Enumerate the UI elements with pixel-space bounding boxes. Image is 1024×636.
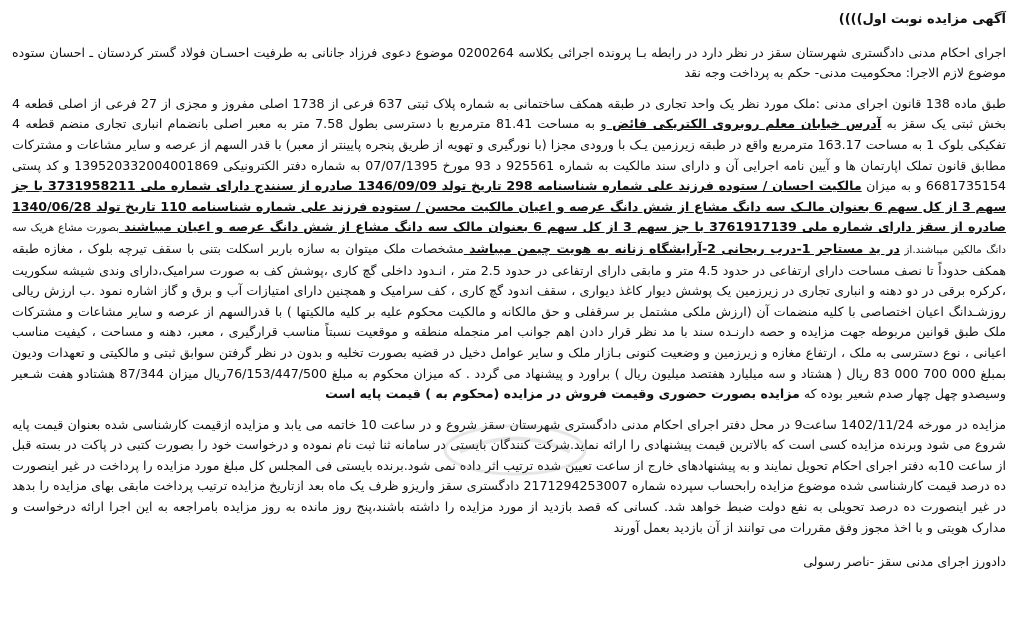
- property-description: [12, 94, 1006, 405]
- property-address: آدرس خیابان معلم روبروی الکتریکی فائض: [606, 116, 882, 132]
- watermark-logo-icon: [440, 420, 590, 480]
- property-text-3: مشخصات ملک میتوان به سازه باربر اسکلت بتنی با سقف تیرچه بلوک ، مغازه طبقه همکف حدوداً تا نصف مساحت دارای ارتفاعی در حدود 4.5 متر و مابقی دارای ارتفاعی در حدود 2.5 متر ، انـدود داخلی گچ کاری ،پوشش کف به صورت سرامیک،دارای وندی شیشه سکوریت ،کرکره برقی در دو دهنه و انباری تجاری در زیرزمین یک پوشش دیوار کاغذ دیواری ، سقف اندود گچ کاری ، کف سرامیک و همچنین دارای امتیازات آب و برق و گاز اشاره نمود .ب ارزش ریالی روزشـدانگ اعیان اختصاصی با کلیه منضمات آن (ارزش ملکی مشتمل بر سرقفلی و حق مالکانه و مالکیت محکوم علیه بر کلیه مالکیتها ) با قدرالسهم از عرصه و سایر مشاعات و مشترکات ملک طبق قوانین مربوطه جهت مزایده و حصه دارنـده سند با مد نظر قرار دادن اهم جوانب امر منجمله منطقه و موقعیت نسبتاً مناسب قرارگیری ، معبر، دهنه و مساحت ، کیفیت مناسب اعیانی ، نوع دسترسی به ملک ، ارتفاع مغازه و زیرزمین و وضعیت کنونی بـازار ملک و سایر عوامل دخیل در قضیه بصورت تخلیه و بدون در نظر گرفتن سوابق ثبتی و مالکیتی و تعهدات ودیون بمبلغ 000 700 000 83 ریال ( هشتاد و سه میلیارد هفتصد میلیون ریال ) براورد و پیشنهاد می گردد . که میزان محکوم به مبلغ 76/153/447/500ریال میزان 87/344 هشتادو هفت شـعیر وسیصدو چهل چهار صدم شعیر بوده که: [12, 240, 1007, 402]
- base-price-note: مزایده بصورت حضوری وقیمت فروش در مزایده (محکوم به ) قیمت پایه است: [325, 386, 800, 402]
- ownership-note: بصورت مشاع هریک سه دانگ مالکین میباشند.از: [12, 222, 1007, 256]
- property-text-1: طبق ماده 138 قانون اجرای مدنی :ملک مورد نظر یک واحد تجاری در طبقه همکف ساختمانی به شماره پلاک ثبتی 637 فرعی از 1738 اصلی مفروز و مجزی از 27 فرعی از اصلی قطعه 4 بخش ثبتی یک سقز به: [12, 95, 1006, 132]
- property-text-2: و به مساحت 81.41 مترمربع با دسترسی بطول 7.58 متر به معبر اصلی بانضمام انباری تجاری منضم قطعه 4 تفکیکی بلوک 1 به مساحت 163.17 مترمربع واقع در طبقه زیرزمین یـک با ورودی مجزا (با نورگیری و تهویه از طریق پنجره پایینتر از معبر) با قدر السهم از عرصه و سایر مشاعات و مشترکات مطابق قانون تملک اپارتمان ها و آیین نامه اجرایی آن و دارای سند مالکیت به شماره 925561 د 93 مورخ 07/07/1395 به شماره دفتر الکترونیکی 139520332004001869 و کد پستی 6681735154 و به میزان: [12, 116, 1007, 194]
- auction-paragraph: مزایده در مورخه 1402/11/24 ساعت9 در محل دفتر اجرای احکام مدنی دادگستری شهرستان سقز شروع و در ساعت 10 خاتمه می یابد و مزایده ازقیمت کارشناسی شده بعنوان قیمت پایه شروع می شود وبرنده مزایده کسی است که بالاترین قیمت پیشنهادی را ارائه نماید.شرکت کنندگان بایستی در سامانه ثنا ثبت نام نموده و درخواست خود را بصورت کتبی در پاکت در بسته قبل از ساعت 10به دفتر اجرای احکام تحویل نمایند و به پیشنهادهای خارج از ساعت تعیین شده ترتیب اثر داده نمی شود.برنده بایستی فی المجلس کل مبلغ مورد مزایده را پرداخت در غیر اینصورت ده درصد قیمت کارشناسی شده موضوع مزایده رابحساب سپرده شماره 2171294253007 دادگستری سقز واریزو ظرف یک ماه بعد ازتاریخ مزایده ترتیب پرداخت مابقی بهای مزایده را بدهد در غیر اینصورت ده درصد تحویلی به نفع دولت ضبط خواهد شد. کسانی که قصد بازدید از مورد مزایده را داشته باشند،پنج روز مانده به روز مزایده بامراجعه به این اجرا ارائه درخواست و مدارک هویتی و با اخذ مجوز وفق مقررات می توانند از آن بازدید بعمل آورند: [12, 416, 1007, 535]
- signature: دادورز اجرای مدنی سقز -ناصر رسولی: [803, 554, 1006, 570]
- notice-heading: آگهی مزایده نوبت اول)))): [838, 12, 1006, 27]
- intro-paragraph: اجرای احکام مدنی دادگستری شهرستان سقز در نظر دارد در رابطه بـا پرونده اجرائی بکلاسه 0200264 موضوع دعوی فرزاد جانانی به طرفیت احسـان فولاد گستر کردستان ـ احسان ستوده موضوع لازم الاجرا: محکومیت مدنی- حکم به پرداخت وجه نقد: [12, 44, 1006, 81]
- owners-info: مالکیت احسان / ستوده فرزند علی شماره شناسنامه 298 تاریخ تولد 1346/09/09 صادره از سنندج دارای شماره ملی 3731958211 با جز سهم 3 از کل سهم 6 بعنوان مالـک سه دانگ مشاع از شش دانگ عرصه و اعیان مالکیت محسن / ستوده فرزند علی شماره شناسنامه 110 تاریخ تولد 1340/06/28 صادره از سقز دارای شماره ملی 3761917139 با جز سهم 3 از کل سهم 6 بعنوان مالک سه دانگ مشاع از شش دانگ عرصه و اعیان میباشند: [12, 178, 1007, 235]
- tenant-info: در ید مستاجر 1-درب ریحانی 2-آرایشگاه زنانه به هویت چیمن میباشد: [463, 240, 900, 256]
